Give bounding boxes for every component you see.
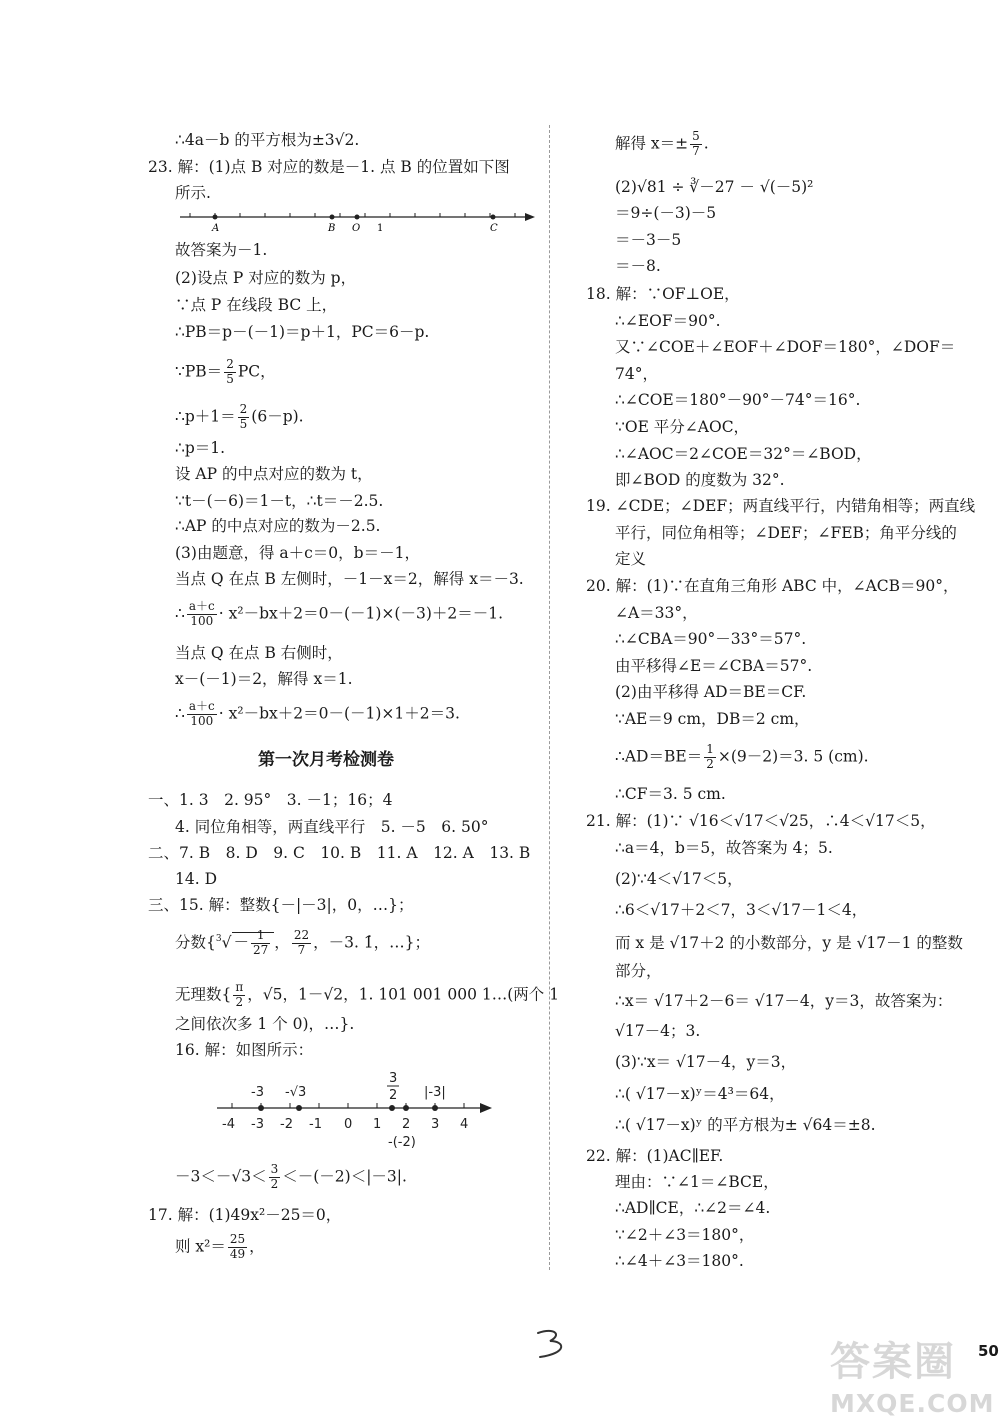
text-line: ∵点 P 在线段 BC 上，	[175, 296, 338, 314]
text-line: ∴AD∥CE，∴∠2＝∠4.	[615, 1199, 771, 1217]
text-line: 二、7. B 8. D 9. C 10. B 11. A 12. A 13. B	[148, 844, 531, 862]
fraction: $\frac{5}{7}$	[692, 129, 700, 158]
point-label: |-3|	[424, 1085, 446, 1100]
text-line: ∴∠4＋∠3＝180°.	[615, 1252, 744, 1270]
text-line: ＝－8.	[615, 257, 661, 275]
fraction: $\frac{25}{49}$	[229, 1232, 246, 1261]
text-line: 16. 解：如图所示：	[175, 1041, 314, 1059]
equation-line: ∴ $\frac{a+c}{100}$ · x²－bx＋2＝0－(－1)×(－3)＋2＝－1.	[175, 599, 504, 628]
fraction: $\frac{a+c}{100}$	[188, 699, 215, 728]
text-line: ∴( √17－x)ʸ＝4³＝64，	[615, 1085, 785, 1103]
text-line: 4. 同位角相等，两直线平行 5. －5 6. 50°	[175, 818, 489, 836]
text-line: ∴AP 的中点对应的数为－2.5.	[175, 517, 381, 535]
text-line: 设 AP 的中点对应的数为 t，	[175, 465, 373, 483]
tick-label: 3	[431, 1117, 440, 1132]
equation-line: ∵PB＝ $\frac{2}{5}$ PC，	[175, 357, 276, 386]
tick-label: -3	[251, 1117, 264, 1132]
tick-label: 0	[344, 1117, 353, 1132]
equation-line: ∴ $\frac{a+c}{100}$ · x²－bx＋2＝0－(－1)×1＋2＝3.	[175, 699, 460, 728]
text-line: √17－4；3.	[615, 1022, 701, 1040]
text-line: 14. D	[175, 870, 218, 888]
text-line: 74°，	[615, 365, 658, 383]
fraction: $\frac{\pi}{2}$	[235, 980, 244, 1009]
text-line: 19. ∠CDE；∠DEF；两直线平行，内错角相等；两直线	[586, 497, 976, 515]
text-line: ∴∠EOF＝90°.	[615, 312, 721, 330]
point-label: A	[212, 223, 220, 234]
text-line: ∴a＝4，b＝5，故答案为 4；5.	[615, 839, 833, 857]
point-label: B	[328, 223, 336, 234]
point-label: 1	[377, 223, 384, 234]
point-label: O	[352, 223, 361, 234]
equation-line: 分数{$^3$√ － $\frac{1}{27}$ ， $\frac{22}{7}$ ，－3. 1̇，…}；	[175, 928, 431, 957]
text-line: (2)由平移得 AD＝BE＝CF.	[615, 683, 807, 701]
text-line: 21. 解：(1)∵ √16＜√17＜√25，∴4＜√17＜5，	[586, 812, 936, 830]
text-line: 故答案为－1.	[175, 241, 268, 259]
text-line: 一、1. 3 2. 95° 3. －1；16；4	[148, 791, 393, 809]
text-line: 定义	[615, 550, 647, 568]
text-line: ∴4a－b 的平方根为±3√2.	[175, 131, 360, 149]
text-line: ∵t－(－6)＝1－t，∴t＝－2.5.	[175, 492, 384, 510]
equation-line: ∴p＋1＝ $\frac{2}{5}$ (6－p).	[175, 402, 304, 431]
text-line: 即∠BOD 的度数为 32°.	[615, 471, 785, 489]
fraction: $\frac{1}{27}$	[253, 928, 269, 957]
column-divider	[549, 125, 550, 1270]
text-line: 平行，同位角相等；∠DEF；∠FEB；角平分线的	[615, 524, 957, 542]
text-line: 又∵∠COE＋∠EOF＋∠DOF＝180°，∠DOF＝	[615, 338, 956, 356]
text-line: ＝9÷(－3)－5	[615, 204, 717, 222]
tick-label: 2	[402, 1117, 411, 1132]
tick-label: -4	[222, 1117, 235, 1132]
equation-line: 则 x²＝ $\frac{25}{49}$ ，	[175, 1232, 265, 1261]
handwritten-mark	[530, 1325, 580, 1365]
tick-label: -1	[309, 1117, 322, 1132]
fraction: $\frac{2}{5}$	[226, 357, 234, 386]
text-line: 而 x 是 √17＋2 的小数部分，y 是 √17－1 的整数	[615, 934, 963, 952]
text-line: ∴x＝ √17＋2－6＝ √17－4，y＝3，故答案为：	[615, 992, 953, 1010]
text-line: ∴p＝1.	[175, 439, 226, 457]
text-line: (3)由题意，得 a＋c＝0，b＝－1，	[175, 544, 420, 562]
text-line: ∴PB＝p－(－1)＝p＋1，PC＝6－p.	[175, 323, 430, 341]
number-line-1	[175, 205, 540, 235]
text-line: (2)设点 P 对应的数为 p，	[175, 269, 357, 287]
text-line: ∴CF＝3. 5 cm.	[615, 785, 726, 803]
text-line: 当点 Q 在点 B 左侧时，－1－x＝2，解得 x＝－3.	[175, 570, 524, 588]
text-line: ∴( √17－x)ʸ 的平方根为± √64＝±8.	[615, 1116, 876, 1134]
fraction: $\frac{3}{2}$	[270, 1162, 279, 1191]
text-line: 17. 解：(1)49x²－25＝0，	[148, 1206, 342, 1224]
equation-line: －3＜－√3＜ $\frac{3}{2}$ ＜－(－2)＜|－3|.	[175, 1162, 407, 1191]
text-line: ∴∠AOC＝2∠COE＝32°＝∠BOD，	[615, 445, 872, 463]
point-label: C	[490, 223, 498, 234]
fraction: $\frac{a+c}{100}$	[188, 599, 215, 628]
text-line: ∴∠COE＝180°－90°－74°＝16°.	[615, 391, 861, 409]
point-label: -(-2)	[388, 1135, 416, 1150]
point-label: -√3	[285, 1085, 307, 1100]
tick-label: 1	[373, 1117, 382, 1132]
watermark: 答案圈 MXQE.COM	[830, 1339, 995, 1418]
point-label: -3	[251, 1085, 264, 1100]
text-line: (3)∵x＝ √17－4，y＝3，	[615, 1053, 797, 1071]
text-line: 之间依次多 1 个 0)，…}.	[175, 1015, 355, 1033]
text-line: ∴6＜√17＋2＜7，3＜√17－1＜4，	[615, 901, 868, 919]
section-heading: 第一次月考检测卷	[258, 750, 394, 770]
text-line: 三、15. 解：整数{－|－3|，0，…}；	[148, 896, 414, 914]
fraction: $\frac{22}{7}$	[293, 928, 310, 957]
text-line: 由平移得∠E＝∠CBA＝57°.	[615, 657, 813, 675]
text-line: ∵∠2＋∠3＝180°，	[615, 1226, 755, 1244]
text-line: 20. 解：(1)∵在直角三角形 ABC 中，∠ACB＝90°，	[586, 577, 959, 595]
fraction: $\frac{2}{5}$	[239, 402, 248, 431]
equation-line: 解得 x＝± $\frac{5}{7}$ .	[615, 129, 709, 158]
page-number: 50	[978, 1342, 999, 1360]
text-line: ∠A＝33°，	[615, 604, 698, 622]
fraction: $\frac{1}{2}$	[706, 742, 714, 771]
text-line: ∴∠CBA＝90°－33°＝57°.	[615, 630, 807, 648]
text-line: 部分，	[615, 962, 662, 980]
text-line: (2)√81 ÷ ∛－27 － √(－5)²	[615, 178, 814, 196]
text-line: 当点 Q 在点 B 右侧时，	[175, 644, 343, 662]
text-line: 18. 解：∵OF⊥OE，	[586, 285, 740, 303]
tick-label: 4	[460, 1117, 469, 1132]
text-line: ＝－3－5	[615, 231, 682, 249]
text-line: ∵OE 平分∠AOC，	[615, 418, 750, 436]
text-line: 23. 解：(1)点 B 对应的数是－1. 点 B 的位置如下图	[148, 158, 510, 176]
text-line: (2)∵4＜√17＜5，	[615, 870, 743, 888]
text-line: 22. 解：(1)AC∥EF.	[586, 1147, 724, 1165]
tick-label: -2	[280, 1117, 293, 1132]
text-line: 所示.	[175, 184, 211, 202]
fraction-denominator: 2	[389, 1088, 398, 1103]
equation-line: 无理数{ $\frac{\pi}{2}$ ，√5，1－√2，1. 101 001 000 1…(两个 1	[175, 980, 560, 1009]
text-line: x－(－1)＝2，解得 x＝1.	[175, 670, 353, 688]
equation-line: ∴AD＝BE＝ $\frac{1}{2}$ ×(9－2)＝3. 5 (cm).	[615, 742, 869, 771]
text-line: ∵AE＝9 cm，DB＝2 cm，	[615, 710, 810, 728]
fraction-numerator: 3	[389, 1071, 398, 1086]
number-line-2	[212, 1068, 502, 1158]
text-line: 理由：∵∠1＝∠BCE，	[615, 1173, 779, 1191]
